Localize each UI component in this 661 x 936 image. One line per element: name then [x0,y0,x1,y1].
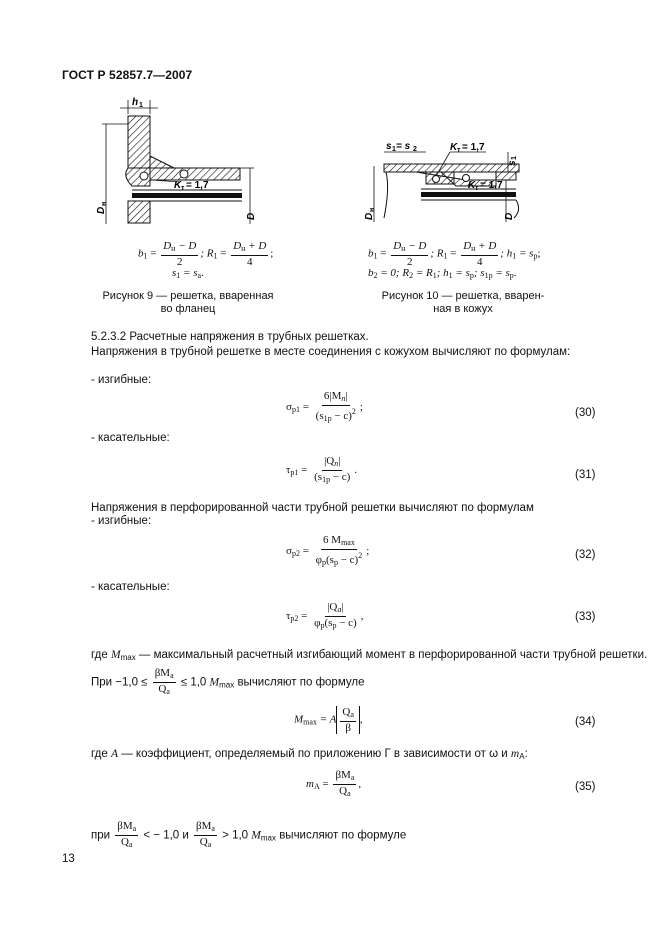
flange-lower [128,201,150,223]
eq-number-31: (31) [575,469,596,481]
label-h1: h [132,97,139,108]
label-dn: D [96,206,107,214]
section-title: 5.2.3.2 Расчетные напряжения в трубных решетках. [91,331,369,343]
label-dn-10: D [364,212,375,220]
document-header: ГОСТ Р 52857.7—2007 [62,68,193,82]
tube-black-10 [421,192,516,197]
label-kt-sub: т [181,185,185,192]
tube-sheet [150,168,240,180]
eq-number-32: (32) [575,549,596,561]
equation-30: $\sigma_{p1}$ = $\frac{6|M_п|}{(s_{1p} - c)^2}$ ; [286,390,363,423]
weld-cone [150,156,174,168]
intro-text-2: Напряжения в перфорированной части трубной решетки вычисляют по формулам [91,502,534,514]
figure-9-caption: Рисунок 9 — решетка, вваренная во фланец [102,290,274,315]
label-d-10: D [504,212,515,220]
page-number: 13 [62,853,75,865]
equation-33: $\tau_{p2}$ = $\frac{|Q_a|}{\varphi_p(s_p - c)}$ , [286,601,364,630]
fig10-formula-line2: $b_2 = 0$; $R_2 = R_1$; $h_1 = s_p$; $s_{1p} = s_p$. [368,267,517,280]
svg-text:1: 1 [392,146,396,153]
condition-1: При −1,0 ≤ $\frac{\beta M_a}{Q_a}$ ≤ 1,0 $M_{max}$ вычисляют по формуле [91,667,365,696]
fig9-formula-line1: $b_1$ = $\frac{D_н - D}{2}$ ; $R_1$ = $\frac{D_н + D}{4}$ ; [138,240,274,268]
eq-number-35: (35) [575,781,596,793]
shell [384,164,519,172]
label-kt-10b: K [468,180,476,191]
figure-10-caption: Рисунок 10 — решетка, вварен- ная в кожух [381,290,545,315]
svg-text:т: т [475,185,479,192]
where-a: где A — коэффициент, определяемый по приложению Г в зависимости от ω и $m_A$: [91,748,528,761]
fig9-formula-line2: $s_1 = s_a$. [172,267,204,280]
label-h1-sub: 1 [139,102,143,109]
label-s1: s [507,160,518,166]
label-kt-10a: K [450,142,458,153]
equation-34: $M_{max} = A$ $\frac{Q_a}{\beta}$ , [294,706,363,734]
equation-32: $\sigma_{p2}$ = $\frac{6 M_{max}}{\varphi_p(s_p - c)^2}$ ; [286,534,370,567]
figure-9-drawing [92,96,267,236]
flange-upper [128,116,150,168]
tube-black [132,193,242,198]
fig10-formula-line1: $b_1$ = $\frac{D_н - D}{2}$ ; $R_1$ = $\frac{D_н + D}{4}$ ; $h_1 = s_p$; [368,240,541,268]
svg-text:т: т [457,147,461,154]
label-shear-1: - касательные: [91,432,170,444]
svg-text:= s: = s [396,141,411,152]
eq-number-33: (33) [575,611,596,623]
equation-35: $m_A$ = $\frac{\beta M_a}{Q_a}$ , [306,769,362,798]
equation-31: $\tau_{p1}$ = $\frac{|Q_п|}{(s_{1p} - c)}$ . [286,455,358,484]
label-kt-val: = 1,7 [186,180,209,191]
svg-text:= 1,7: = 1,7 [480,180,503,191]
label-bending-1: - изгибные: [91,374,152,386]
intro-text: Напряжения в трубной решетке в месте соединения с кожухом вычисляют по формулам: [91,346,571,358]
where-mmax: где $M_{max}$ — максимальный расчетный изгибающий момент в перфорированной части трубной решетки. [91,649,648,662]
eq-number-30: (30) [575,407,596,419]
svg-text:1: 1 [511,156,518,160]
svg-text:= 1,7: = 1,7 [462,142,485,153]
svg-text:2: 2 [413,146,417,153]
condition-2: при $\frac{\beta M_a}{Q_a}$ < − 1,0 и $\frac{\beta M_a}{Q_a}$ > 1,0 $M_{max}$ вычисляют по формуле [91,820,407,849]
label-kt: K [174,180,182,191]
svg-text:н: н [369,207,376,212]
label-shear-2: - касательные: [91,581,170,593]
label-d: D [246,212,257,220]
label-dn-sub: н [101,201,108,206]
label-bending-2: - изгибные: [91,515,152,527]
figure-10-drawing [366,138,526,228]
eq-number-34: (34) [575,716,596,728]
label-s1s2: s [386,141,392,152]
